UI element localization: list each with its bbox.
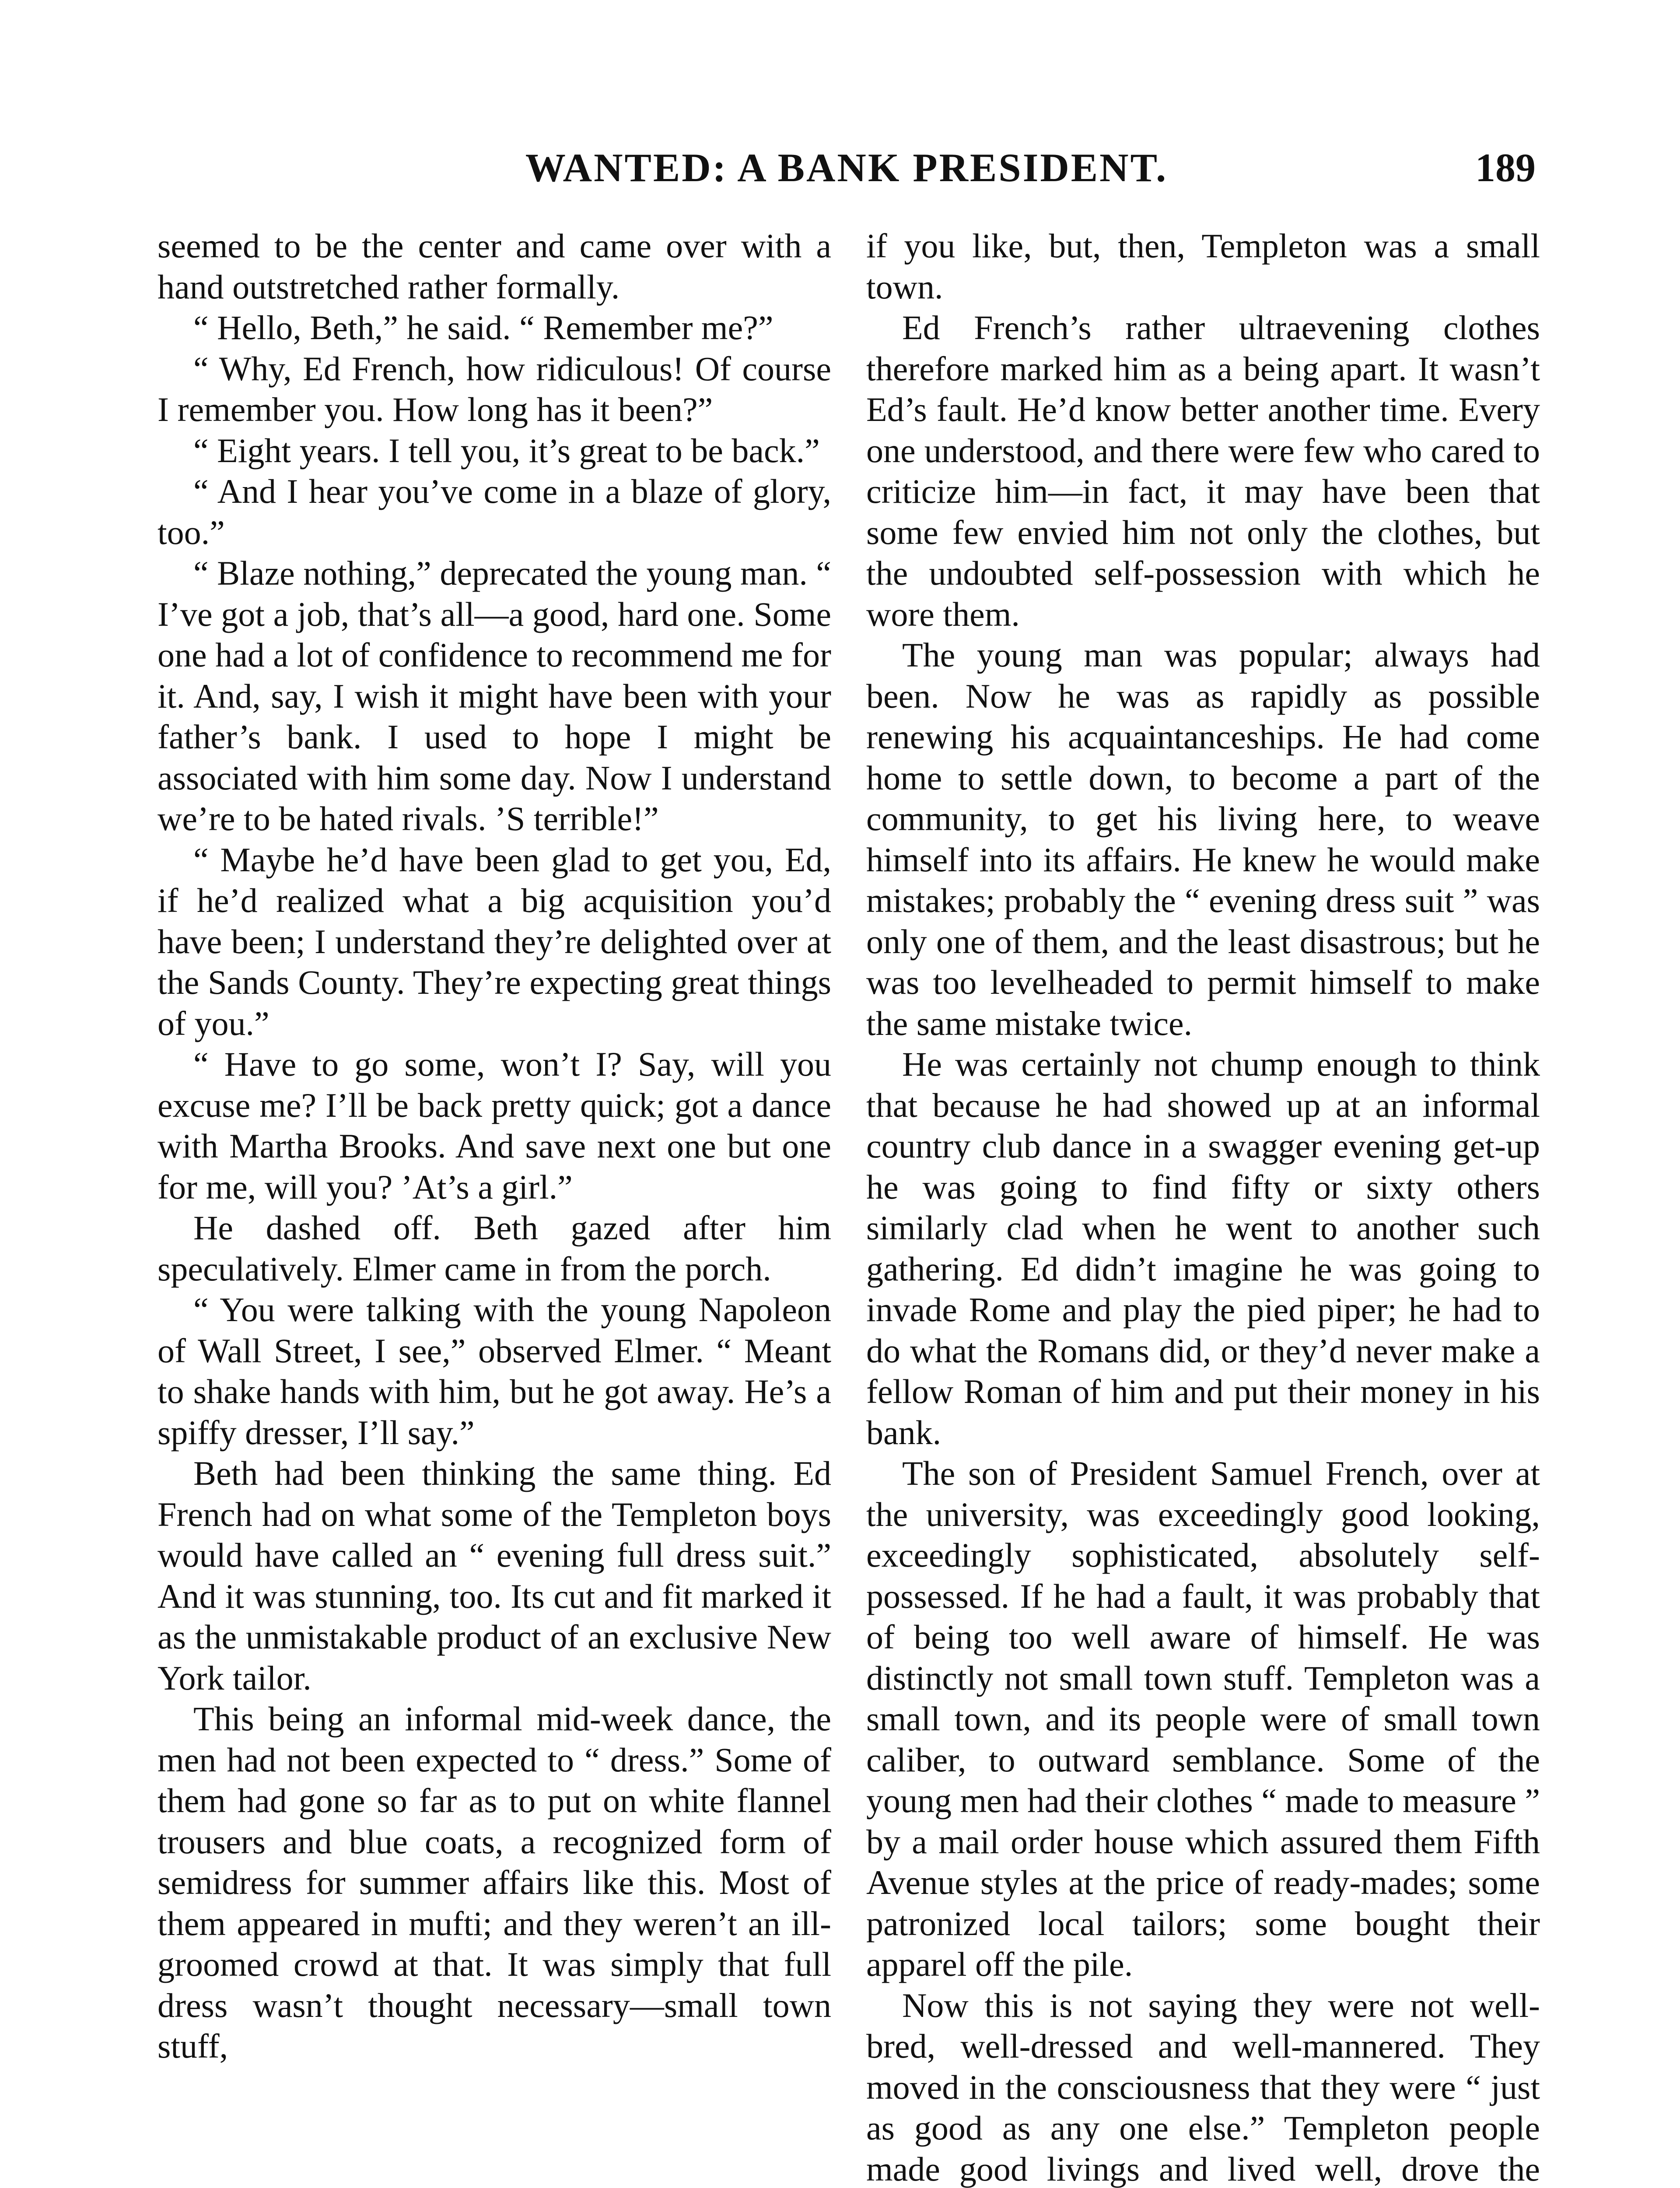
- paragraph: “ Blaze nothing,” deprecated the young man. “ I’ve got a job, that’s all—a good, hard one. Some one had a lot of confidence to recommend me for it. And, say, I wish it might have been with your father’s bank. I used to hope I might be associated with him some day. Now I understand we’re to be hated rivals. ’S terrible!”: [158, 554, 831, 838]
- running-header: [158, 144, 1536, 197]
- paragraph: The young man was popular; always had been. Now he was as rapidly as possible renewing his acquaintanceships. He had come home to settle down, to become a part of the community, to get his living here, to weave himself into its affairs. He knew he would make mistakes; probably the “ evening dress suit ” was only one of them, and the least disastrous; but he was too levelheaded to permit himself to make the same mistake twice.: [866, 636, 1540, 1042]
- paragraph: “ Eight years. I tell you, it’s great to be back.”: [193, 431, 820, 470]
- paragraph: He dashed off. Beth gazed after him speculatively. Elmer came in from the porch.: [158, 1209, 831, 1288]
- left-text-column: [158, 225, 831, 2067]
- paragraph: “ Have to go some, won’t I? Say, will you excuse me? I’ll be back pretty quick; got a dance with Martha Brooks. And save next one but one for me, will you? ’At’s a girl.”: [158, 1045, 831, 1206]
- paragraph: He was certainly not chump enough to think that because he had showed up at an informal country club dance in a swagger evening get-up he was going to find fifty or sixty others similarly clad when he went to another such gathering. Ed didn’t imagine he was going to invade Rome and play the pied piper; he had to do what the Romans did, or they’d never make a fellow Roman of him and put their money in his bank.: [866, 1045, 1540, 1452]
- page-number: 189: [1475, 145, 1536, 190]
- right-text-column: [866, 225, 1540, 2188]
- paragraph: seemed to be the center and came over with a hand outstretched rather formally.: [158, 227, 831, 306]
- paragraph: “ And I hear you’ve come in a blaze of glory, too.”: [158, 472, 831, 551]
- paragraph: Now this is not saying they were not well-bred, well-dressed and well-mannered. They moved in the consciousness that they were “ just as good as any one else.” Templeton people made good livings and lived well, drove the: [866, 1986, 1540, 2188]
- paragraph: “ Maybe he’d have been glad to get you, Ed, if he’d realized what a big acquisition you’d have been; I understand they’re delighted over at the Sands County. They’re expecting great things of you.”: [158, 840, 831, 1042]
- paragraph: Beth had been thinking the same thing. Ed French had on what some of the Templeton boys would have called an “ evening full dress suit.” And it was stunning, too. Its cut and fit marked it as the unmistakable product of an exclusive New York tailor.: [158, 1454, 831, 1697]
- paragraph: “ Hello, Beth,” he said. “ Remember me?”: [193, 309, 774, 347]
- paragraph: if you like, but, then, Templeton was a small town.: [866, 227, 1540, 306]
- paragraph: “ You were talking with the young Napoleon of Wall Street, I see,” observed Elmer. “ Meant to shake hands with him, but he got away. He’s a spiffy dresser, I’ll say.”: [158, 1290, 831, 1452]
- paragraph: This being an informal mid-week dance, the men had not been expected to “ dress.” Some of them had gone so far as to put on white flannel trousers and blue coats, a recognized form of semidress for summer affairs like this. Most of them appeared in mufti; and they weren’t an ill-groomed crowd at that. It was simply that full dress wasn’t thought necessary—small town stuff,: [158, 1700, 831, 2065]
- paragraph: “ Why, Ed French, how ridiculous! Of course I remember you. How long has it been?”: [158, 349, 831, 428]
- running-title: WANTED: A BANK PRESIDENT.: [525, 145, 1168, 190]
- paragraph: Ed French’s rather ultraevening clothes therefore marked him as a being apart. It wasn’t Ed’s fault. He’d know better another time. Every one understood, and there were few who cared to criticize him—in fact, it may have been that some few envied him not only the clothes, but the undoubted self-possession with which he wore them.: [866, 309, 1540, 633]
- paragraph: The son of President Samuel French, over at the university, was exceedingly good looking, exceedingly sophisticated, absolutely self-possessed. If he had a fault, it was probably that of being too well aware of himself. He was distinctly not small town stuff. Templeton was a small town, and its people were of small town caliber, to outward semblance. Some of the young men had their clothes “ made to measure ” by a mail order house which assured them Fifth Avenue styles at the price of ready-mades; some patronized local tailors; some bought their apparel off the pile.: [866, 1454, 1540, 1983]
